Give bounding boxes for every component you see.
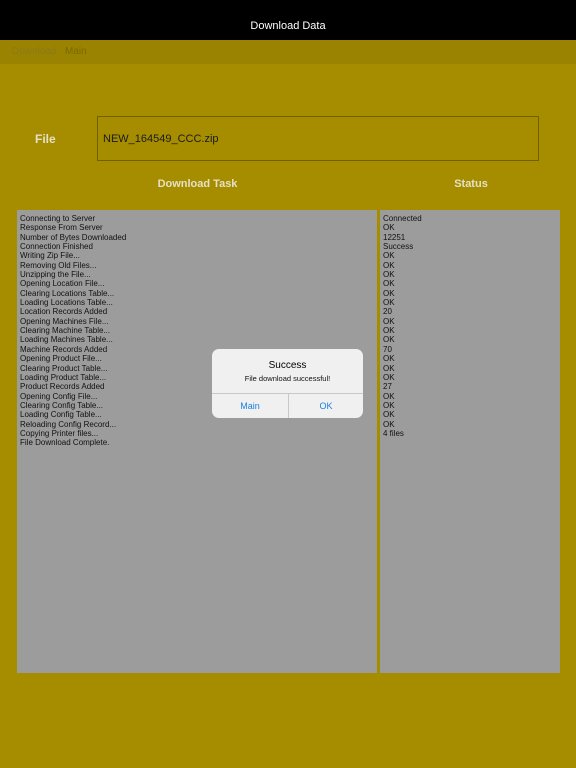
task-row: Loading Machines Table...	[20, 335, 113, 345]
file-label: File	[35, 132, 56, 146]
task-row: Machine Records Added	[20, 344, 108, 354]
status-row: OK	[383, 410, 395, 420]
status-row: 12251	[383, 232, 406, 242]
task-row: Clearing Machine Table...	[20, 326, 111, 336]
task-row: Copying Printer files...	[20, 428, 99, 438]
task-row: Loading Locations Table...	[20, 298, 113, 308]
status-row: OK	[383, 335, 395, 345]
task-row: Product Records Added	[20, 382, 105, 392]
status-row: OK	[383, 419, 395, 429]
task-row: Opening Machines File...	[20, 316, 109, 326]
success-dialog	[212, 349, 363, 418]
download-tab[interactable]: Download	[12, 46, 57, 57]
task-row: Location Records Added	[20, 307, 108, 317]
status-row: OK	[383, 288, 395, 298]
task-row: Response From Server	[20, 223, 103, 233]
status-row: 20	[383, 307, 392, 317]
task-row: Loading Config Table...	[20, 410, 102, 420]
status-row: OK	[383, 372, 395, 382]
status-row: OK	[383, 298, 395, 308]
task-row: Unzipping the File...	[20, 270, 91, 280]
task-row: Opening Config File...	[20, 391, 98, 401]
download-task-header: Download Task	[157, 178, 238, 190]
task-row: Clearing Config Table...	[20, 400, 104, 410]
task-row: Loading Product Table...	[20, 372, 107, 382]
status-row: Success	[383, 242, 414, 252]
status-row: OK	[383, 270, 395, 280]
main-button[interactable]: Main	[240, 401, 260, 411]
file-name-field[interactable]: NEW_164549_CCC.zip	[97, 116, 539, 161]
dialog-title: Success	[268, 360, 307, 371]
task-row: Reloading Config Record...	[20, 419, 117, 429]
title-bar	[0, 0, 576, 40]
dialog-message: File download successful!	[244, 374, 331, 383]
download-task-list[interactable]	[17, 210, 377, 673]
status-row: OK	[383, 316, 395, 326]
ok-button[interactable]: OK	[319, 401, 333, 411]
window-title: Download Data	[250, 20, 326, 32]
status-row: 4 files	[383, 428, 404, 438]
status-list[interactable]	[380, 210, 560, 673]
status-row: OK	[383, 326, 395, 336]
task-row: Removing Old Files...	[20, 260, 97, 270]
main-tab[interactable]: Main	[65, 46, 87, 57]
status-row: 70	[383, 344, 392, 354]
status-row: 27	[383, 382, 392, 392]
task-row: Opening Location File...	[20, 279, 105, 289]
toolbar	[0, 40, 576, 64]
status-row: OK	[383, 260, 395, 270]
task-row: Opening Product File...	[20, 354, 102, 364]
task-row: Clearing Product Table...	[20, 363, 108, 373]
status-header: Status	[454, 178, 488, 190]
status-row: Connected	[383, 214, 422, 223]
task-row: Connection Finished	[20, 242, 93, 252]
status-row: OK	[383, 279, 395, 289]
task-row: Writing Zip File...	[20, 251, 80, 261]
task-row: Clearing Locations Table...	[20, 288, 115, 298]
task-row: Number of Bytes Downloaded	[20, 232, 127, 242]
task-row: Connecting to Server	[20, 214, 96, 223]
status-row: OK	[383, 391, 395, 401]
task-row: File Download Complete.	[20, 438, 110, 448]
status-row: OK	[383, 223, 395, 233]
status-row: OK	[383, 354, 395, 364]
status-row: OK	[383, 400, 395, 410]
status-row: OK	[383, 363, 395, 373]
status-row: OK	[383, 251, 395, 261]
